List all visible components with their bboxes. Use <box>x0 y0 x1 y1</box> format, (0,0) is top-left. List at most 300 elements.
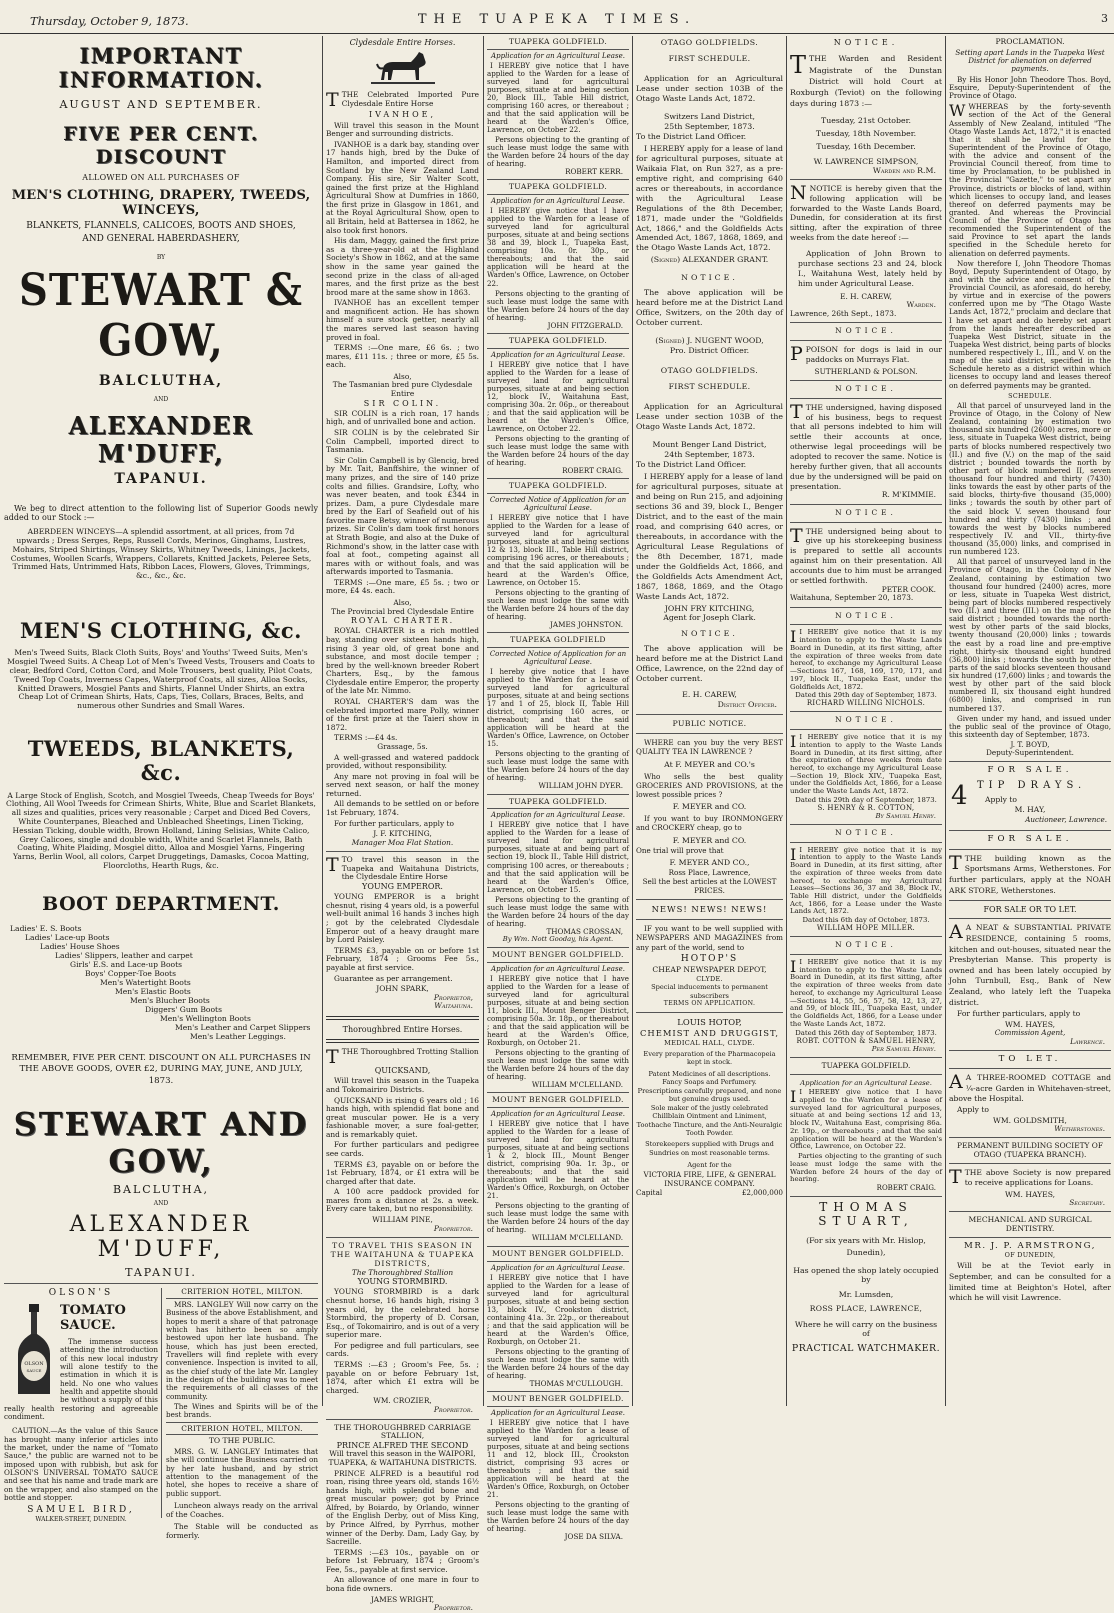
notice-body: I HEREBY give notice that I have applied to the Warden for a lease of surveyed land for agricultural purposes, situate at and being sections 1 & 2, block III., Mount Benger district, comprising 90a. 1r. 3p., or thereabouts; and that the said application will be heard at the Warden's Office, Roxburgh, on October 21. <box>487 1119 629 1201</box>
miller-notice: I HEREBY give notice that it is my intention to apply to the Waste Lands Board in Dunedin, at its first sitting, after the expiration of three weeks from date hereof, to exchange my Agricultural Leases—Sections 36, 37 and 38, Block IV., Table Hill district, under the Goldfields Act, 1866, for a Lease under the Waste Lands Act, 1872. <box>790 845 942 916</box>
one-trial-text: One trial will prove that <box>636 845 724 855</box>
mkimmie-notice: THE undersigned, having disposed of his business, begs to request that all persons indebted to him will settle their accounts at once, otherwise legal proceedings will be adopted to recover the same. Notice is hereby further given, that all accounts due by the undersigned will be paid on presentation. <box>790 402 942 491</box>
m-hay-name: M. HAY, <box>1014 805 1046 815</box>
tomato-sauce-heading: TOMATO SAUCE. <box>60 1302 126 1333</box>
alexander-grant-signature: (Signed) ALEXANDER GRANT. <box>650 255 769 265</box>
notice-agent: By Wm. Nott Gooday, his Agent. <box>502 934 614 943</box>
nugent-wood-signature: (Signed) J. NUGENT WOOD, <box>655 336 764 346</box>
switzers-district: Switzers Land District, <box>664 111 755 121</box>
victoria-insurance: VICTORIA FIRE, LIFE, & GENERAL INSURANCE COMPANY. <box>643 1169 776 1188</box>
tweeds-blankets-heading: TWEEDS, BLANKETS, &c. <box>27 735 295 786</box>
stormbird-p4: For pedigree and full particulars, see cards. <box>326 1340 479 1359</box>
allowed-text: ALLOWED ON ALL PURCHASES OF <box>82 172 240 182</box>
boot-item: Men's Blucher Boots <box>130 995 210 1005</box>
notice-body: I HEREBY give notice that I have applied to the Warden for a lease of surveyed land for agricultural purposes, situate at and being section 13, block IV., Crookston district, containing 41a. 3r. 22p., or thereabout ; and that the said application will be heard at the Warden's Office, Roxburgh, on October 21. <box>487 1272 629 1346</box>
column-rule <box>483 36 484 1406</box>
and-text-2: AND <box>153 1199 169 1207</box>
commission-agent-title: Commission Agent, <box>994 1028 1066 1038</box>
royal-charter-intro: The Provincial bred Clydesdale Entire <box>331 606 474 616</box>
column-rule <box>786 36 787 1406</box>
notice-body-2: The above application will be heard before me at the District Land Office, Lawrence, on the 22nd day of October current. <box>636 644 783 684</box>
proprietor-text-4: Proprietor. <box>433 1603 473 1613</box>
storekeepers-text: Storekeepers supplied with Drugs and Sundries on most reasonable terms. <box>645 1140 774 1157</box>
balclutha-text: BALCLUTHA, <box>98 372 224 389</box>
waste-lands-notice: NOTICE is hereby given that the following application will be forwarded to the Waste Lands Board, Dunedin, for consideration at its first sitting, after the expiration of three weeks from the date hereof :— <box>790 183 942 243</box>
robert-craig-signature: ROBERT CRAIG. <box>876 1184 936 1192</box>
jf-kitching-signature: JOHN FRY KITCHING, <box>664 603 755 613</box>
carew-signature: E. H. CAREW, <box>682 690 737 700</box>
mens-clothing-line: MEN'S CLOTHING, DRAPERY, TWEEDS, WINCEYS, <box>11 187 311 218</box>
schedule-parcel-1: All that parcel of unsurveyed land in the Province of Otago, in the Colony of New Zealand, containing by estimation two thousand six hundred (2600) acres, more or less, situate in Tuapeka West district, being parts of blocks numbered respectively two (II.) and five (V.) on the map of the said district ; bounded towards the north by other part of block numbered II, seven thousand four hundred and thirty (7430) links towards the east by other parts of the said blocks, thirty-five thousand (35,000) links ; towards the south by other part of the said block V. seven thousand four hundred and thirty (7430) links ; and towards the west by blocks numbered respectively IV. and VII., thirty-five thousand (35,000) links, and comprised in run numbered 123. <box>949 400 1111 557</box>
kitching-title: Manager Moa Flat Station. <box>351 837 454 847</box>
royal-charter-p1: ROYAL CHARTER is a rich mottled bay, standing over sixteen hands high, rising 3 year old, of great bone and substance, and most docile temper ; bred by the well-known breeder Robert Charters, Esq., by the famous Clydesdale entire Emperor, the property of the late Mr. Nimmo. <box>326 626 479 696</box>
court-date-2: Tuesday, 18th November. <box>815 128 917 138</box>
notice-heading: NOTICE. <box>681 273 738 283</box>
pharmacopeia-text: Every preparation of the Pharmacopeia kept in stock. <box>643 1050 776 1067</box>
mens-clothing-list: Men's Tweed Suits, Black Cloth Suits, Boys' and Youths' Tweed Suits, Men's Mosgiel Tweed Suits. A Cheap Lot of Men's Tweed Vests, Trousers and Coats to clear, Bedford Cord, Cotton Cord, and Mole Trousers, best quality, Pilot Coats, Tweed Top Coats, Inverness Capes, Waterproof Coats, all sizes, Alloa Socks, Knitted Drawers, Mosgiel Pants and Shirts, Flannel Under Shirts, an extra Cheap Lot of Crimean Shirts, Hats, Caps, Ties, Collars, Braces, Belts, and numerous other Sundries and Small Wares. <box>7 648 315 711</box>
prince-alfred-terms: TERMS :—£3 10s., payable on or before 1st February, 1874 ; Groom's Fee, 5s., payable at first service. <box>326 1547 479 1574</box>
ross-place-lawrence: ROSS PLACE, LAWRENCE, <box>809 1303 923 1313</box>
louis-hotop-name: LOUIS HOTOP, <box>677 1017 742 1028</box>
royal-charter-p8: For further particulars, apply to <box>334 818 454 828</box>
warden-title: Warden. <box>906 300 936 310</box>
auctioneer-title: Auctioneer, Lawrence. <box>1025 815 1107 825</box>
royal-charter-name: ROYAL CHARTER. <box>350 616 455 626</box>
sauce-bottle-icon <box>12 1302 56 1396</box>
mr-lumsden: Mr. Lumsden, <box>838 1289 894 1299</box>
royal-charter-p6: Any mare not proving in foal will be served next season, or half the money returned. <box>326 771 479 798</box>
goldfield-notice <box>487 798 629 944</box>
proclamation-now-therefore: Now therefore I, John Theodore Thomas Boyd, Deputy Superintendent of Otago, by and with the advice and consent of the Provincial Council, as aforesaid, do hereby, by virtue and in exercise of the powers conferred upon me by "The Otago Waste Lands Act, 1872," proclaim and declare that I have set apart and do hereby set apart from the lands hereafter described as Tuapeka West District, situate in the Tuapeka West district, being parts of blocks numbered respectively I., III., and V. on the map of the said district, specified in the Schedule hereto as a district within which licenses to occupy land and leases thereof on deferred payments may be granted. <box>949 258 1111 390</box>
stewart-gow-name: STEWART & GOW, <box>19 264 303 367</box>
practical-watchmaker: PRACTICAL WATCHMAKER. <box>791 1342 941 1354</box>
tea-question: WHERE can you buy the very BEST QUALITY TEA IN LAWRENCE ? <box>636 738 783 757</box>
svg-text:SAUCE: SAUCE <box>26 1367 42 1373</box>
notice-subheading: Application for an Agricultural Lease. <box>491 964 625 973</box>
ivanhoe-p4: IVANHOE has an excellent temper and magnificent action. He has shown himself a sure stock getter, nearly all the mares served last season having proved in foal. <box>326 298 479 342</box>
discount-heading: FIVE PER CENT. DISCOUNT <box>63 123 259 168</box>
stormbird-subheading: The Thoroughbred Stallion <box>351 1267 454 1277</box>
alexander-mduff-name-2: ALEXANDER M'DUFF, <box>69 1211 253 1263</box>
kitching-application-body: I HEREBY apply for a lease of land for agricultural purposes, situate at and being on Run 215, and adjoining sections 36 and 39, block I., Benger District, and to the east of the main road, and comprising 640 acres, or thereabouts, in accordance with the Agricultural Lease Regulations of the 8th December, 1871, made under the Goldfields Act, 1866, and the Goldfields Acts Amendment Act, 1867, 1868, 1869, and the Otago Waste Lands Act, 1872. <box>636 471 783 601</box>
quicksand-intro: THE Thoroughbred Trotting Stallion <box>341 1047 479 1057</box>
criterion-heading: CRITERION HOTEL, MILTON. <box>181 1287 303 1297</box>
notice-heading: MOUNT BENGER GOLDFIELD. <box>492 949 624 959</box>
sir-colin-intro: The Tasmanian bred pure Clydesdale Entire <box>332 380 473 399</box>
cotton-henry-signature: ROBT. COTTON & SAMUEL HENRY, <box>796 1036 936 1045</box>
walker-street-address: WALKER-STREET, DUNEDIN. <box>35 1515 127 1523</box>
nugent-wood-title: Pro. District Officer. <box>669 346 750 356</box>
notice-body: I HEREBY give notice that I have applied to the Warden for a lease of surveyed land for agricultural purposes, situate at and being sections 38 and 39, block I., Tuapeka East, comprising 10a. 0r. 30p., or thereabouts; and that the said application will be heard at the Warden's Office, Lawrence, on October 22. <box>487 206 629 288</box>
notice-body: I HEREBY give notice that I have applied to the Warden for a lease of surveyed land for agricultural purposes, situate at and being section 12, block IV., Waitahuna East, comprising 30a. 2r. 06p., or thereabout ; and that the said application will be heard at the Warden's Office, Lawrence, on October 22. <box>487 359 629 433</box>
sir-colin-p1: SIR COLIN is a rich roan, 17 hands high, and of unrivalled bone and action. <box>326 408 479 427</box>
notice-objection: Persons objecting to the granting of such lease must lodge the same with the Warden before 24 hours of the day of hearing. <box>487 749 629 783</box>
first-schedule-heading-2: FIRST SCHEDULE. <box>668 382 751 392</box>
poison-notice: POISON for dogs is laid in our paddocks on Murrays Flat. <box>805 344 942 364</box>
stormbird-heading: TO TRAVEL THIS SEASON IN THE WAITAHUNA & TUAPEKA DISTRICTS, <box>330 1241 475 1268</box>
ivanhoe-p3: His dam, Maggy, gained the first prize as a three-year-old at the Highland Society's Show in 1862, and at the same show in the same year gained the second prize in the class of all-aged mares, and the first prize as the best brood mare at the same show in 1863. <box>326 236 479 297</box>
remember-notice: REMEMBER, FIVE PER CENT. DISCOUNT ON ALL PURCHASES IN THE ABOVE GOODS, OVER £2, DURING MAY, JUNE, AND JULY, 1873. <box>11 1052 311 1086</box>
grassage-text: Grassage, 5s. <box>377 741 428 751</box>
samuel-bird-signature: SAMUEL BIRD, <box>27 1505 135 1516</box>
notice-subheading: Application for an Agricultural Lease. <box>491 1110 625 1119</box>
prescriptions-text: Prescriptions carefully prepared, and none but genuine drugs used. <box>637 1086 782 1104</box>
royal-charter-p5: A well-grassed and watered paddock provided, without responsibility. <box>326 752 479 771</box>
notice-signature: JOHN FITZGERALD. <box>547 320 623 330</box>
sutherland-polson-signature: SUTHERLAND & POLSON. <box>814 366 918 376</box>
sole-maker-text: Sole maker of the justly celebrated Chillblain Ointment and Liniment, Toothache Tincture, and the Anti-Neuralgic Tooth Powder. <box>636 1103 783 1137</box>
important-information-heading: IMPORTANT INFORMATION. <box>58 43 264 93</box>
waitahuna-text: Waitahuna. <box>434 1001 473 1011</box>
groceries-question: Who sells the best quality GROCERIES AND PROVISIONS, at the lowest possible prices ? <box>636 771 783 800</box>
henry-cotton-notice: I HEREBY give notice that it is my intention to apply to the Waste Lands Board in Dunedin, at its first sitting, after the expiration of three weeks from date hereof, to exchange my Agricultural Lease—Section 19, Block XIV., Tuapeka East, under the Goldfields Act, 1866, for a Lease under the Waste Lands Act, 1872. <box>790 733 942 796</box>
sir-colin-terms: TERMS :—One mare, £5 5s. ; two or more, £4 4s. each. <box>326 577 479 596</box>
young-emperor-name: YOUNG EMPEROR. <box>362 882 443 892</box>
notice-heading-2: NOTICE. <box>681 629 738 639</box>
warden-notice: THE Warden and Resident Magistrate of the Dunstan District will hold Court at Roxburgh (Teviot) on the following days during 1873 :— <box>790 54 942 109</box>
alexander-mduff-name: ALEXANDER M'DUFF, <box>68 410 254 468</box>
stewart-gow-advert <box>4 38 318 1540</box>
patent-medicines: Patent Medicines of all descriptions. <box>648 1069 771 1078</box>
ironmongery-text: If you want to buy IRONMONGERY and CROCKERY cheap, go to <box>636 814 783 833</box>
notice-heading-c5-3: NOTICE. <box>835 384 897 394</box>
notice-heading: MOUNT BENGER GOLDFIELD. <box>492 1248 624 1258</box>
notice-heading: TUAPEKA GOLDFIELD <box>510 634 606 644</box>
notice-objection: Persons objecting to the granting of such lease must lodge the same with the Warden before 24 hours of the day of hearing. <box>487 1047 629 1081</box>
prince-alfred-allowance: An allowance of one mare in four to bona fide owners. <box>326 1575 479 1594</box>
winceys-list: ABERDEEN WINCEYS—A splendid assortment, at all prices, from 7d upwards ; Dress Serges, Reps, Russell Cords, Merinos, Ginghams, Lustres, Mohairs, Striped Shirtings, Winsey Skirts, Whitney Tweeds, Linings, Jackets, Costumes, Woollen Scarfs, Wrappers, Collarets, Knitted Jackets, Peleree Sets, Trimmed Hats, Untrimmed Hats, Ribbon Laces, Flowers, Gloves, Trimmings, &c., &c., &c. <box>10 527 312 581</box>
page-number: 3 <box>1101 12 1108 25</box>
stable-text: The Stable will be conducted as formerly. <box>166 1522 318 1540</box>
sportsmans-arms-text: THE building known as the Sportsmans Arms, Wetherstones. For further particulars, apply at the NOAH ARK STORE, Wetherstones. <box>949 853 1111 895</box>
notice-signature: JOSE DA SILVA. <box>564 1532 623 1542</box>
special-inducements: Special inducements to permanent subscribers <box>651 983 768 1000</box>
stormbird-p3: YOUNG STORMBIRD is a dark chesnut horse, 16 hands high, rising 3 years old, by the celebrated horse Stormbird, the property of D. Corsan, Esq., of Tokomairiro, and is out of a very superior mare. <box>326 1287 479 1340</box>
stuart-business: Where he will carry on the business of <box>794 1319 938 1338</box>
notice-heading-c5-4: NOTICE. <box>835 508 897 517</box>
john-brown-application: Application of John Brown to purchase sections 23 and 24, block I., Waitahuna West, lately held by him under Agricultural Lease. <box>798 249 942 288</box>
notice-subheading: Application for an Agricultural Lease. <box>491 350 625 359</box>
stewart-and-gow-name: STEWART AND GOW, <box>13 1104 309 1180</box>
goldfield-notices-column <box>487 37 629 1542</box>
henry-cotton-date: Dated this 29th day of September, 1873. <box>795 795 937 804</box>
august-september-heading: AUGUST AND SEPTEMBER. <box>59 97 263 111</box>
goldfield-notice <box>487 1395 629 1541</box>
jt-boyd-signature: J. T. BOYD, <box>1010 740 1050 750</box>
column-rule <box>945 36 946 1406</box>
wetherstones-text: Wetherstones. <box>1054 1124 1105 1134</box>
proprietor-text-3: Proprietor. <box>433 1404 473 1414</box>
building-society-text: THE above Society is now prepared to receive applications for Loans. <box>964 1168 1111 1188</box>
court-date-1: Tuesday, 21st October. <box>821 115 911 125</box>
mount-benger-district: Mount Benger Land District, <box>652 440 767 449</box>
miller-signature: WILLIAM HOPE MILLER. <box>816 924 916 933</box>
cottage-text: A THREE-ROOMED COTTAGE and ¼-acre Garden in Whitehaven-street, above the Hospital. <box>949 1073 1111 1103</box>
boot-item: Diggers' Gum Boots <box>145 1004 223 1014</box>
mens-clothing-heading: MEN'S CLOTHING, &c. <box>20 617 302 643</box>
notice-heading-c5-2: NOTICE. <box>835 326 897 336</box>
boot-item: Men's Watertight Boots <box>100 977 191 987</box>
proclamation-by: By His Honor John Theodore Thos. Boyd, Esquire, Deputy-Superintendent of the Province of Otago. <box>949 74 1111 101</box>
notice-heading: TUAPEKA GOLDFIELD. <box>508 37 608 46</box>
notice-signature: JAMES JOHNSTON. <box>550 619 623 629</box>
ivanhoe-p1: Will travel this season in the Mount Benger and surrounding districts. <box>326 120 479 139</box>
blankets-line: BLANKETS, FLANNELS, CALICOES, BOOTS AND SHOES, <box>26 220 296 231</box>
carew-signature-c5: E. H. CAREW, <box>840 291 892 301</box>
and-text: AND <box>153 395 169 403</box>
notice-objection: Persons objecting to the granting of such lease must lodge the same with the Warden before 24 hours of the day of hearing. <box>487 433 629 468</box>
notice-signature: THOMAS M'CULLOUGH. <box>529 1378 623 1388</box>
of-dunedin-text: OF DUNEDIN, <box>1004 1251 1056 1260</box>
meyer-line-4: F. MEYER AND CO., <box>669 857 750 867</box>
prince-alfred-districts: Will travel this season in the WAIPORI, TUAPEKA, & WAITAHUNA DISTRICTS. <box>328 1449 477 1467</box>
otago-goldfields-column <box>636 38 783 1403</box>
notice-signature: WILLIAM JOHN DYER. <box>538 781 623 791</box>
stuart-opened: Has opened the shop lately occupied by <box>793 1265 939 1284</box>
also-text: Also, <box>393 371 412 381</box>
waitahuna-date: Waitahuna, September 20, 1873. <box>790 593 914 603</box>
meyer-line-3: F. MEYER and CO. <box>672 835 747 845</box>
ivanhoe-name: IVANHOE, <box>368 110 437 120</box>
boot-item: Ladies' Slippers, leather and carpet <box>55 950 193 960</box>
to-district-officer: To the District Land Officer. <box>636 131 747 141</box>
goldfield-notice <box>487 1096 629 1242</box>
capital-label: Capital <box>636 1188 663 1198</box>
henry-cotton-signature: S. HENRY & R. COTTON, <box>817 803 915 812</box>
quicksand-p2: Will travel this season in the Tuapeka and Tokomairiro Districts. <box>326 1076 479 1094</box>
intro-paragraph: We beg to direct attention to the following list of Superior Goods newly added to our Stock :— <box>4 503 318 522</box>
goldfield-notice <box>487 38 629 176</box>
simpson-signature: W. LAWRENCE SIMPSON, <box>813 156 919 166</box>
goldfield-notice <box>487 636 629 791</box>
meyer-line-2: F. MEYER and CO. <box>672 802 747 812</box>
for-sale-or-let-heading: FOR SALE OR TO LET. <box>983 905 1077 915</box>
district-officer-title: District Officer. <box>717 700 777 710</box>
notice-signature: WILLIAM M'CLELLAND. <box>531 1233 623 1243</box>
notice-objection: Persons objecting to the granting of such lease must lodge the same with the Warden before 24 hours of the day of hearing. <box>487 1346 629 1380</box>
notice-signature: WILLIAM M'CLELLAND. <box>531 1079 623 1089</box>
column-rule <box>322 36 323 1406</box>
stuart-experience: (For six years with Mr. Hislop, Dunedin), <box>806 1235 926 1258</box>
secretary-title: Secretary. <box>1069 1198 1105 1208</box>
cotton-henry-notice: I HEREBY give notice that it is my intention to apply to the Waste Lands Board in Dunedin, at its first sitting, after the expiration of three weeks from date hereof, to exchange my Agricultural Lease—Sections 14, 55, 56, 57, 58, 12, 13, 27, and 59, of block III., Tuapeka East, under the Goldfields Act, 1866, for a Lease under the Waste Lands Act, 1872. <box>790 957 942 1028</box>
john-spark-signature: JOHN SPARK, <box>376 984 429 994</box>
nichols-signature: RICHARD WILLING NICHOLS. <box>806 699 926 708</box>
armstrong-name: MR. J. P. ARMSTRONG, <box>964 1241 1096 1252</box>
notice-body: I HEREBY give notice that I have applied to the Warden for a lease of surveyed land for agricultural purposes, situate at and being sections 12 & 13, block III., Table Hill district, comprising 196 acres, or thereabouts ; and that the said application will be heard at the Warden's Office, Lawrence, on October 15. <box>487 513 629 587</box>
boot-department-heading: BOOT DEPARTMENT. <box>42 892 280 915</box>
notice-objection: Persons objecting to the granting of such lease must lodge the same with the Warden before 24 hours of the day of hearing. <box>487 1201 629 1235</box>
grant-application-body: I HEREBY apply for a lease of land for agricultural purposes, situate at Waikaia Flat, on Run 327, as a pre-emptive right, and comprising 640 acres or thereabouts, in accordance with the Agricultural Lease Regulations of the 8th December, 1871, made under the "Goldfields Act, 1866," and the Goldfields Acts Amended Act, 1867, 1868, 1869, and the Otago Waste Lands Act, 1872. <box>636 143 783 253</box>
miller-date: Dated this 6th day of October, 1873. <box>802 916 930 925</box>
notice-heading-c5-5: NOTICE. <box>835 610 897 620</box>
tapanui-text-2: TAPANUI. <box>125 1265 197 1279</box>
notice-body: I HEREBY give notice that I have applied to the Warden for a lease of surveyed land for agricultural purposes, situate at and being section 11, block III., Mount Benger District, comprising 50a. 3r. 18p., or thereabout ; and that the said application will be heard at the Warden's Office, Roxburgh, on October 21. <box>487 973 629 1047</box>
notice-heading: TUAPEKA GOLDFIELD. <box>508 335 608 345</box>
meyer-line-1: At F. MEYER and CO.'s <box>664 759 755 769</box>
boot-item: Men's Wellington Boots <box>160 1013 251 1023</box>
warden-rm-title: Warden and R.M. <box>872 165 936 175</box>
notice-signature: THOMAS CROSSAN, <box>546 926 623 936</box>
prince-alfred-p3: PRINCE ALFRED is a beautiful rod roan, rising three years old, stands 16½ hands high, with splendid bone and great muscular power; got by Prince Alfred, by Boiardo, by Orlando, winner of the English Derby, out of Miss King, by Prince Alfred, by Pyrrhus, mother winner of the Derby. Dam, Lady Gay, by Sacreille. <box>326 1468 479 1547</box>
public-notice-heading: PUBLIC NOTICE. <box>672 719 747 729</box>
ross-place-text: Ross Place, Lawrence, <box>668 867 751 877</box>
haberdashery-line: AND GENERAL HABERDASHERY, <box>82 234 240 245</box>
armstrong-text: Will be at the Teviot early in September, and can be consulted for a limited time at Beighton's Hotel, after which he will visit Lawrence. <box>949 1261 1111 1303</box>
quicksand-p3: QUICKSAND is rising 6 years old ; 16 hands high, with splendid flat bone and great muscular power. He is a very fashionable mover, a sure foal-getter, and is remarkably quiet. <box>326 1095 479 1139</box>
royal-charter-terms: TERMS :—£4 4s. <box>334 733 398 743</box>
switzers-date: 25th September, 1873. <box>664 121 755 131</box>
crozier-signature: WM. CROZIER, <box>373 1396 432 1406</box>
court-date-3: Tuesday, 16th December. <box>816 141 916 151</box>
proclamation-column: PROCLAMATION. Setting apart Lands in the Tuapeka West District for alienation on deferred payments. By His Honor John Theodore Thos. Boyd, Esquire, Deputy-Superintendent of the Province of Otago. WWHEREAS by the forty-seventh section of the Act of the General Assembly of New Zealand, intituled "The Otago Waste Lands Act, 1872," it is enacted that it shall be lawful for the Superintendent of the Province of Otago, with the advice and consent of the Provincial Council thereof, from time to time by Proclamation, to be published in the Provincial "Gazette," to set apart any Province, districts or blocks of land, within which licenses to occupy land, and leases thereof on deferred payments may be granted. And whereas the Provincial Council of the Province of Otago has recommended the Superintendent of the said Province to set apart the lands specified in the Schedule hereto for alienation on deferred payments. Now therefore I, John Theodore Thomas Boyd, Deputy Superintendent of Otago, by and with the advice and consent of the Provincial Council, as aforesaid, do hereby, by virtue and in exercise of the powers conferred upon me by "The Otago Waste Lands Act, 1872," proclaim and declare that I have set apart and do hereby set apart from the lands hereafter described as Tuapeka West District, situate in the Tuapeka West district, being parts of blocks numbered respectively I., III., and V. on the map of the said district, specified in the Schedule hereto as a district within which licenses to occupy land and leases thereof on deferred payments may be granted. SCHEDULE. All that parcel of unsurveyed land in the Province of Otago, in the Colony of New Zealand, containing by estimation two thousand six hundred (2600) acres, more or less, situate in Tuapeka West district, being parts of blocks numbered respectively two (II.) and five (V.) on the map of the said district ; bounded towards the north by other part of block numbered II, seven thousand four hundred and thirty (7430) links towards the east by other parts of the said blocks, thirty-five thousand (35,000) links ; towards the south by other part of the said block V. seven thousand four hundred and thirty (7430) links ; and towards the west by blocks numbered respectively IV. and VII., thirty-five thousand (35,000) links, and comprised in run numbered 123. All that parcel of unsurveyed land in the Province of Otago, in the Colony of New Zealand, containing by estimation two thousand four hundred (2400) acres, more or less, situate in Tuapeka West district, being part of blocks numbered respectively two (II.) and three (III.) on the map of the said district ; bounded towards the north-west by other parts of the said blocks, twenty thousand (20,000) links ; towards the east by a road line and pre-emptive right, thirty-six thousand eight hundred (36,800) links ; towards the south by other parts of the said blocks seventeen thousand six hundred (17,600) links ; and towards the west by other part of the said block numbered II, six thousand eight hundred (6800) links, and comprised in run numbered 137. Given under my hand, and issued under the public seal of the province of Otago, this sixteenth day of September, 1873. J. T. BOYD, Deputy-Superintendent. FOR SALE. 4 TIP DRAYS. Apply to M. HAY, Auctioneer, Lawrence. FOR SALE. TTHE building known as the Sportsmans Arms, Wetherstones. For further particulars, apply at the NOAH ARK STORE, Wetherstones. FOR SALE OR TO LET. A A NEAT & SUBSTANTIAL PRIVATE RESIDENCE, containing 5 rooms, kitchen and out-houses, situated near the Presbyterian Manse. This property is owned and has been lately occupied by John Turnbull, Esq., Bank of New Zealand, who lately left the Tuapeka district. For further particulars, apply to WM. HAYES, Commission Agent, Lawrence. TO LET. A A THREE-ROOMED COTTAGE and ¼-acre Garden in Whitehaven-street, above the Hospital. Apply to WM. GOLDSMITH, Wetherstones. PERMANENT BUILDING SOCIETY OF OTAGO (TUAPEKA BRANCH). TTHE above Society is now prepared to receive applications for Loans. WM. HAYES, Secretary. MECHANICAL AND SURGICAL DENTISTRY. MR. J. P. ARMSTRONG, OF DUNEDIN, Will be at the Teviot early in September, and can be consulted for a limited time at Beighton's Hotel, after which he will visit Lawrence. <box>949 37 1111 1303</box>
boot-item: Girls' E.S. and Lace-up Boots <box>70 959 183 969</box>
to-let-heading: TO LET. <box>998 1053 1062 1064</box>
proclamation-whereas: WHEREAS by the forty-seventh section of the Act of the General Assembly of New Zealand, intituled "The Otago Waste Lands Act, 1872," it is enacted that it shall be lawful for the Superintendent of the Province of Otago, with the advice and consent of the Provincial Council thereof, from time to time by Proclamation, to be published in the Provincial "Gazette," to set apart any Province, districts or blocks of land, within which licenses to occupy land, and leases thereof on deferred payments may be granted. And whereas the Provincial Council of the Province of Otago has recommended the Superintendent of the said Province to set apart the lands specified in the Schedule hereto for alienation on deferred payments. <box>949 102 1111 258</box>
cook-notice: THE undersigned being about to give up his storekeeping business is prepared to settle all accounts against him on their presentation. All accounts due to him must be arranged or settled forthwith. <box>790 526 942 585</box>
further-particulars-text: For further particulars, apply to <box>957 1009 1081 1019</box>
svg-text:OLSON: OLSON <box>24 1360 44 1367</box>
notice-objection: Persons objecting to the granting of such lease must lodge the same with the Warden before 24 hours of the day of hearing. <box>487 288 629 322</box>
medical-hall: MEDICAL HALL, CLYDE. <box>664 1038 755 1047</box>
notice-body: I HEREBY give notice that I have applied to the Warden for a lease of surveyed land for agricultural purposes, situate at and being part of section 19, block II., Table Hill district, comprising 100 acres, or thereabouts ; and that the said application will be heard at the Warden's Office, Lawrence, on October 15. <box>487 820 629 894</box>
quicksand-p4: For further particulars and pedigree see cards. <box>326 1140 479 1158</box>
royal-charter-p2: ROYAL CHARTER'S dam was the celebrated imported mare Polly, winner of the first prize at the Taieri show in 1872. <box>326 697 479 732</box>
proclamation-given: Given under my hand, and issued under the public seal of the province of Otago, this sixteenth day of September, 1873. <box>949 713 1111 739</box>
capital-value: £2,000,000 <box>741 1188 783 1198</box>
hotops-name: HOTOP'S <box>680 953 739 964</box>
notice-heading: MOUNT BENGER GOLDFIELD. <box>492 1394 624 1404</box>
lowest-prices-text: Sell the best articles at the LOWEST PRICES. <box>642 877 777 896</box>
boot-item: Ladies' House Shoes <box>40 941 120 951</box>
horse-icon <box>371 50 435 88</box>
thomas-stuart-name: THOMAS STUART, <box>818 1200 914 1229</box>
clydesdale-heading: Clydesdale Entire Horses. <box>349 38 456 47</box>
for-sale-heading-2: FOR SALE. <box>987 834 1073 845</box>
notice-heading: TUAPEKA GOLDFIELD. <box>508 182 608 192</box>
sir-colin-p2: SIR COLIN is by the celebrated Sir Colin Campbell, imported direct to Tasmania. <box>326 428 479 455</box>
prince-alfred-name: PRINCE ALFRED THE SECOND <box>336 1441 469 1451</box>
notice-body: I hereby give notice that I have applied to the Warden for a lease of surveyed land for agricultural purposes, situate at and being sections 17 and 1 of 25, block II, Table Hill district, comprising 160 acres, or thereabout; and that the said application will be heard at the Warden's Office, Lawrence, on October 15. <box>487 666 629 749</box>
application-text-2: Application for an Agricultural Lease under section 103B of the Otago Waste Lands Act, 1872. <box>636 402 783 432</box>
application-text: Application for an Agricultural Lease under section 103B of the Otago Waste Lands Act, 1872. <box>636 73 783 103</box>
criterion-heading-2: CRITERION HOTEL, MILTON. <box>181 1423 303 1433</box>
tuapeka-goldfield-heading-c5: TUAPEKA GOLDFIELD. <box>821 1060 911 1070</box>
newspaper-depot: CHEAP NEWSPAPER DEPOT, <box>652 965 767 975</box>
stormbird-name: YOUNG STORMBIRD. <box>357 1277 448 1287</box>
goldfield-notice <box>487 951 629 1089</box>
goldsmith-signature: WM. GOLDSMITH, <box>993 1115 1067 1125</box>
notice-subheading: Application for an Agricultural Lease. <box>491 51 625 60</box>
newspapers-text: IF you want to be well supplied with NEWSPAPERS AND MAGAZINES from any part of the world, send to <box>636 924 783 952</box>
luncheon-text: Luncheon always ready on the arrival of the Coaches. <box>166 1501 318 1519</box>
goldfield-notice <box>487 337 629 475</box>
tomato-body: The immense success attending the introduction of this new local industry will alone testify to the estimation in which it is held. No one who values health and appetite should be without a supply of this really health restoring and agreeable condiment. <box>4 1336 158 1421</box>
sir-colin-name: SIR COLIN. <box>363 398 442 408</box>
clyde-text: CLYDE. <box>696 975 723 984</box>
wm-hayes-signature-2: WM. HAYES, <box>1004 1189 1056 1199</box>
boot-item: Boys' Copper-Toe Boots <box>85 968 176 978</box>
tomato-sauce-advert <box>4 1288 158 1524</box>
wm-hayes-signature: WM. HAYES, <box>1004 1019 1056 1029</box>
criterion-wines: The Wines and Spirits will be of the best brands. <box>166 1402 318 1420</box>
nichols-notice: I HEREBY give notice that it is my intention to apply to the Waste Lands Board in Dunedin, at its first sitting, after the expiration of three weeks from date hereof, to exchange my Agricultural Lease—Sections 167, 168, 169, 170, 171, and 197, block II., Tuapeka East, under the Goldfields Act, 1872. <box>790 628 942 691</box>
craig-objection: Parties objecting to the granting of such lease must lodge the same with the Warden before 24 hours of the day of hearing. <box>790 1152 942 1184</box>
balclutha-text-2: BALCLUTHA, <box>112 1182 210 1196</box>
tweeds-list: A Large Stock of English, Scotch, and Mosgiel Tweeds, Cheap Tweeds for Boys' Clothing, All Wool Tweeds for Crimean Shirts, White, Blue and Scarlet Blankets, all sizes and qualities, prices very reasonable ; Carpet and Diced Bed Covers, White Counterpanes, Bleached and Unbleached Sheetings, Linen Ticking, Hessian Ticking, double width, Brown Holland, Lining Selisias, White Calico, Grey Calicoes, single and double width, White and Scarlet Flannels, Bath Coating, White Plaiding, Mosgiel ditto, Alloa and Mosgiel Yarns, Fingering Yarns, Berlin Wool, all colors, Carpet Druggetings, Damasks, Cocoa Matting, Floorcloths, Hearth Rugs, &c. <box>6 790 316 870</box>
notice-objection: Persons objecting to the granting of such lease must lodge the same with the Warden before 24 hours of the day of hearing. <box>487 135 629 169</box>
column-rule <box>632 36 633 1406</box>
goldfield-notice <box>487 183 629 329</box>
boot-item: Men's Leather Leggings. <box>190 1031 286 1041</box>
masthead <box>0 0 1114 34</box>
mount-benger-date: 24th September, 1873. <box>664 449 755 459</box>
william-pine-signature: WILLIAM PINE, <box>372 1215 433 1225</box>
royal-charter-p7: All demands to be settled on or before 1st February, 1874. <box>326 799 479 817</box>
apply-to-text: Apply to <box>985 795 1017 805</box>
notice-subheading: Corrected Notice of Application for an Agricultural Lease. <box>489 496 627 513</box>
schedule-heading: SCHEDULE. <box>1008 391 1052 400</box>
kitching-signature: J. F. KITCHING, <box>373 829 432 839</box>
boot-item: Men's Elastic Boots <box>115 986 191 996</box>
criterion-body: MRS. LANGLEY Will now carry on the Business of the above Establishment, and hopes to merit a share of that patronage which has hitherto been so amply bestowed upon her late husband. The house, which has just been erected, Travellers will find replete with every convenience. Inspection is invited to all, as the chief study of the late Mr. Langley in the design of the building was to meet the requirements of all classes of the community. <box>166 1299 318 1401</box>
by-text: BY <box>156 253 166 261</box>
lawrence-date: Lawrence, 26th Sept., 1873. <box>790 308 897 318</box>
thoroughbred-heading: Thoroughbred Entire Horses. <box>342 1024 463 1034</box>
goldfield-notice <box>487 482 629 629</box>
sir-colin-p3: Sir Colin Campbell is by Glencig, bred by Mr. Tait, Banffshire, the winner of many prizes, and the sire of 140 prize colts and fillies. Grandsire, Lofty, who was never beaten, and took £344 in prizes. Dam, a pure Clydesdale mare bred by the Earl of Seafield out of his favorite mare Betsy, winner of numerous prizes. Sir Colin's dam took first honors at Strath Bogie, and also at the Duke of Richmond's show, in the latter case with foal at foot., competing against all mares with or without foals, and was afterwards imported to Tasmania. <box>326 455 479 577</box>
notices-column: NOTICE. TTHE Warden and Resident Magistrate of the Dunstan District will hold Court at Roxburgh (Teviot) on the following days during 1873 :— Tuesday, 21st October. Tuesday, 18th November. Tuesday, 16th December. W. LAWRENCE SIMPSON, Warden and R.M. NNOTICE is hereby given that the following application will be forwarded to the Waste Lands Board, Dunedin, for consideration at its first sitting, after the expiration of three weeks from the date hereof :— Application of John Brown to purchase sections 23 and 24, block I., Waitahuna West, lately held by him under Agricultural Lease. E. H. CAREW, Warden. Lawrence, 26th Sept., 1873. NOTICE. PPOISON for dogs is laid in our paddocks on Murrays Flat. SUTHERLAND & POLSON. NOTICE. TTHE undersigned, having disposed of his business, begs to request that all persons indebted to him will settle their accounts at once, otherwise legal proceedings will be adopted to recover the same. Notice is hereby further given, that all accounts due by the undersigned will be paid on presentation. R. M'KIMMIE. NOTICE. TTHE undersigned being about to give up his storekeeping business is prepared to settle all accounts against him on their presentation. All accounts due to him must be arranged or settled forthwith. PETER COOK. Waitahuna, September 20, 1873. NOTICE. I I HEREBY give notice that it is my intention to apply to the Waste Lands Board in Dunedin, at its first sitting, after the expiration of three weeks from date hereof, to exchange my Agricultural Lease—Sections 167, 168, 169, 170, 171, and 197, block II., Tuapeka East, under the Goldfields Act, 1872. Dated this 29th day of September, 1873. RICHARD WILLING NICHOLS. NOTICE. I I HEREBY give notice that it is my intention to apply to the Waste Lands Board in Dunedin, at its first sitting, after the expiration of three weeks from date hereof, to exchange my Agricultural Lease—Section 19, Block XIV., Tuapeka East, under the Goldfields Act, 1866, for a Lease under the Waste Lands Act, 1872. Dated this 29th day of September, 1873. S. HENRY & R. COTTON, By Samuel Henry. NOTICE. I I HEREBY give notice that it is my intention to apply to the Waste Lands Board in Dunedin, at its first sitting, after the expiration of three weeks from date hereof, to exchange my Agricultural Leases—Sections 36, 37 and 38, Block IV., Table Hill district, under the Goldfields Act, 1866, for a Lease under the Waste Lands Act, 1872. Dated this 6th day of October, 1873. WILLIAM HOPE MILLER. NOTICE. I I HEREBY give notice that it is my intention to apply to the Waste Lands Board in Dunedin, at its first sitting, after the expiration of three weeks from date hereof, to exchange my Agricultural Lease—Sections 14, 55, 56, 57, 58, 12, 13, 27, and 59, of block III., Tuapeka East, under the Goldfields Act, 1866, for a Lease under the Waste Lands Act, 1872. Dated this 26th day of September, 1873. ROBT. COTTON & SAMUEL HENRY, Per Samuel Henry. TUAPEKA GOLDFIELD. Application for an Agricultural Lease. I I HEREBY give notice that I have applied to the Warden for a lease of surveyed land for agricultural purposes, situate at and being sections 12 and 13, block IV., Waitahuna East, comprising 86a. 2r. 19p., or thereabouts ; and that the said application will be heard at the Warden's Office, Lawrence, on October 22. Parties objecting to the granting of such lease must lodge the same with the Warden before 24 hours of the day of hearing. ROBERT CRAIG. THOMAS STUART, (For six years with Mr. Hislop, Dunedin), Has opened the shop lately occupied by Mr. Lumsden, ROSS PLACE, LAWRENCE, Where he will carry on the business of PRACTICAL WATCHMAKER. <box>790 38 942 1354</box>
notice-signature: ROBERT KERR. <box>565 167 623 177</box>
nichols-date: Dated this 29th day of September, 1873. <box>795 691 937 700</box>
notice-subheading: Application for an Agricultural Lease. <box>491 197 625 206</box>
notice-subheading: Application for an Agricultural Lease. <box>491 1409 625 1418</box>
ivanhoe-terms: TERMS :—One mare, £6 6s. ; two mares, £11 11s. ; three or more, £5 5s. each. <box>326 343 479 370</box>
boot-item: Men's Leather and Carpet Slippers <box>175 1022 311 1032</box>
notice-body: I HEREBY give notice that I have applied to the Warden for a lease of surveyed land for agricultural purposes, situate at and being section 20, Block III., Table Hill district, comprising 160 acres, or thereabout ; and that the said application will be heard at the Warden's Office, Lawrence, on October 22. <box>487 60 629 135</box>
per-samuel-henry: Per Samuel Henry. <box>871 1044 936 1053</box>
notice-heading-c5-6: NOTICE. <box>835 715 897 725</box>
quicksand-terms: TERMS £3, payable on or before the 1st February, 1874, or £1 extra will be charged after that date. <box>326 1159 479 1186</box>
boot-item: Ladies' Lace-up Boots <box>25 932 110 942</box>
deputy-superintendent-title: Deputy-Superintendent. <box>986 748 1074 758</box>
private-residence-text: A NEAT & SUBSTANTIAL PRIVATE RESIDENCE, containing 5 rooms, kitchen and out-houses, situated near the Presbyterian Manse. This property is owned and has been lately occupied by John Turnbull, Esq., Bank of New Zealand, who lately left the Tuapeka district. <box>949 923 1111 1007</box>
young-emperor-p1: YOUNG EMPEROR is a bright chesnut, rising 4 years old, is a powerful well-built animal 16 hands 3 inches high ; got by the celebrated Clydesdale Emperor out of a heavy draught mare by Lord Paisley. <box>326 892 479 945</box>
notice-body: I HEREBY give notice that I have applied to the Warden for a lease of surveyed land for agricultural purposes, situate at and being sections 11 and 12, block III., Crookston district, comprising 93 acres or thereabouts ; and that the said application will be heard at the Warden's Office, Roxburgh, on October 21. <box>487 1418 629 1500</box>
also-text-2: Also, <box>393 598 412 608</box>
peter-cook-signature: PETER COOK. <box>881 584 936 594</box>
langley-body: MRS. G. W. LANGLEY Intimates that she will continue the Business carried on by her late husband, and by strict attention to the management of the hotel, she hopes to receive a share of public support. <box>166 1447 318 1498</box>
notice-heading-c5-7: NOTICE. <box>835 828 897 838</box>
newspaper-title: THE TUAPEKA TIMES. <box>417 12 697 27</box>
tip-drays-text: TIP DRAYS. <box>977 780 1087 792</box>
building-society-heading: PERMANENT BUILDING SOCIETY OF OTAGO (TUAPEKA BRANCH). <box>957 1141 1103 1159</box>
first-schedule-heading: FIRST SCHEDULE. <box>668 53 751 63</box>
tapanui-text: TAPANUI. <box>114 471 208 488</box>
to-district-officer-2: To the District Land Officer. <box>636 459 747 469</box>
ivanhoe-intro: THE Celebrated Imported Pure Clydesdale Entire Horse <box>341 90 479 108</box>
stormbird-terms: TERMS :—£3 ; Groom's Fee, 5s. ; payable on or before February 1st, 1874, after which £1 extra will be charged. <box>326 1360 479 1395</box>
tomato-caution: CAUTION.—As the value of this Sauce has brought many inferior articles into the market, under the name of "Tomato Sauce," the public are warned not to be imposed upon with rubbish, but ask for OLSON'S UNIVERSAL TOMATO SAUCE and see that his name and trade mark are on the wrapper, and also stamped on the bottle and stopper. <box>4 1426 158 1503</box>
agent-for-clark: Agent for Joseph Clark. <box>663 613 756 623</box>
notice-heading: MOUNT BENGER GOLDFIELD. <box>492 1095 624 1105</box>
goldfield-notice <box>487 1250 629 1388</box>
boots-list <box>4 925 318 1043</box>
notice-subheading: Application for an Agricultural Lease. <box>491 1263 625 1272</box>
notice-heading: TUAPEKA GOLDFIELD. <box>508 481 608 491</box>
chemist-druggist: CHEMIST AND DRUGGIST, <box>640 1027 779 1038</box>
proprietor-text-2: Proprietor. <box>433 1223 473 1233</box>
